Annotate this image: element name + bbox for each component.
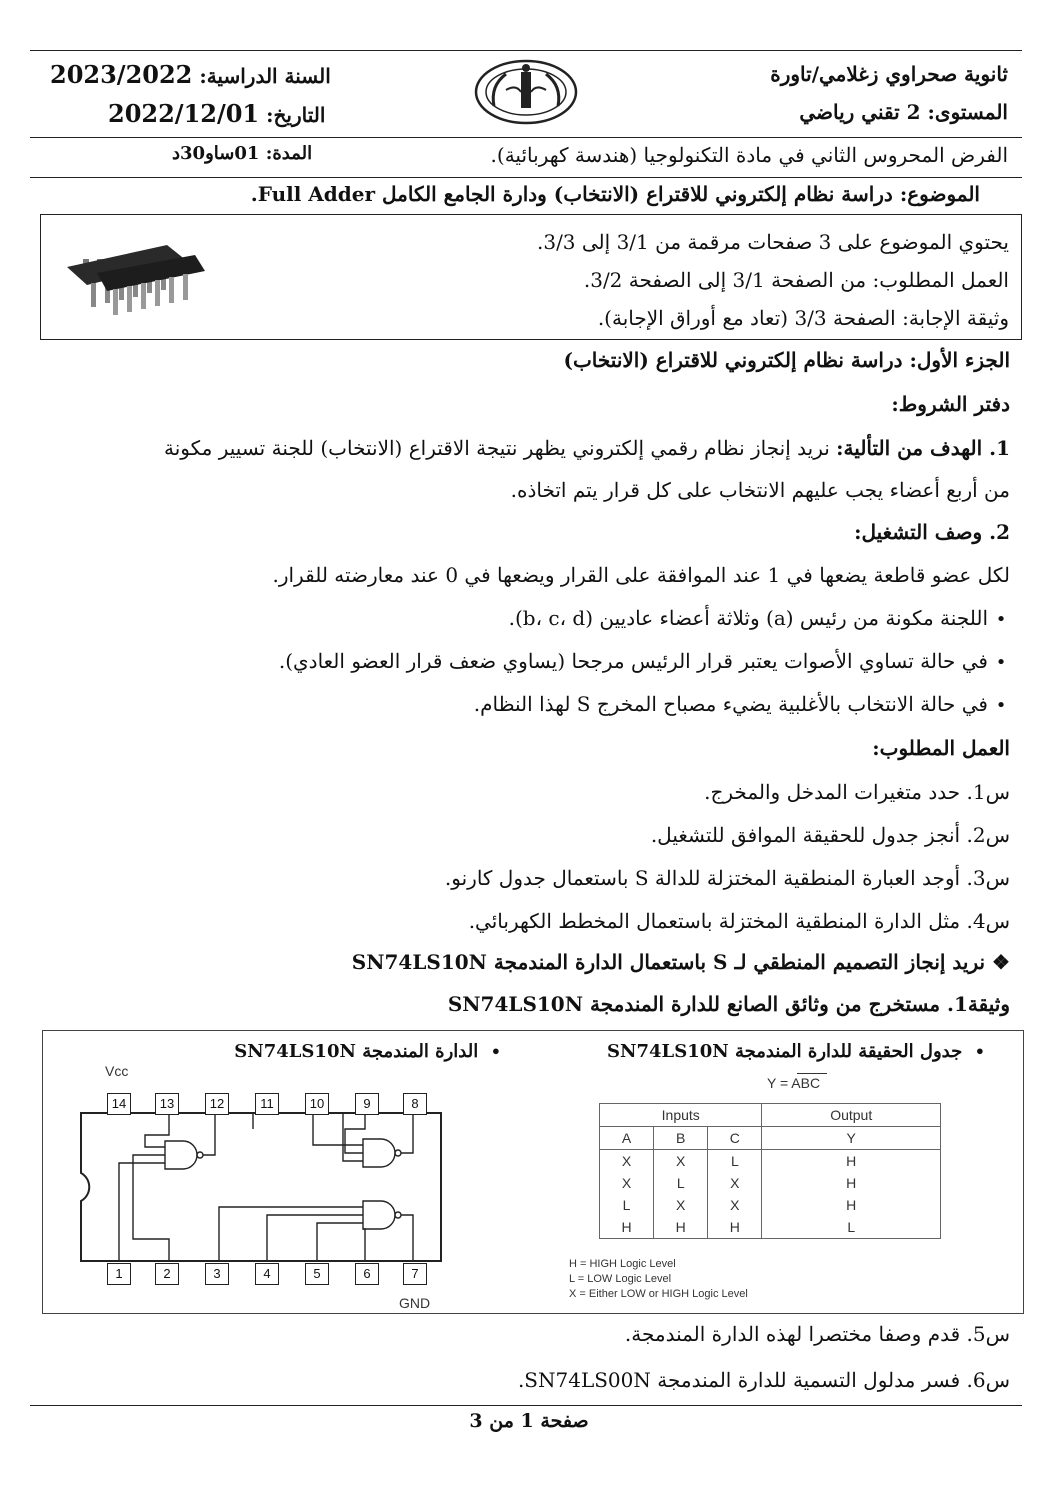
spec-title: دفتر الشروط: <box>891 392 1010 416</box>
question-3: س3. أوجد العبارة المنطقية المختزلة للدالة S باستعمال جدول كارنو. <box>444 866 1010 890</box>
table-row <box>600 1194 941 1216</box>
operation-text: لكل عضو قاطعة يضعها في 1 عند الموافقة على القرار ويضعها في 0 عند معارضته للقرار. <box>272 563 1010 587</box>
operation-title: 2. وصف التشغيل: <box>854 520 1010 544</box>
info-line-2: العمل المطلوب: من الصفحة 3/1 إلى الصفحة 3/2. <box>583 268 1009 292</box>
table-cell: H <box>762 1172 941 1194</box>
ic-title: • الدارة المندمجة SN74LS10N <box>234 1041 501 1062</box>
header-rule-2 <box>30 177 1022 178</box>
pin-label: 13 <box>155 1093 179 1115</box>
table-cell: L <box>600 1194 654 1216</box>
footer-rule <box>30 1405 1022 1406</box>
column-header: A <box>600 1127 654 1150</box>
table-cell: H <box>708 1216 762 1239</box>
info-box <box>40 214 1022 340</box>
bullet-item: • في حالة تساوي الأصوات يعتبر قرار الرئيس مرجحا (يساوي ضعف قرار العضو العادي). <box>44 649 1014 673</box>
question-5: س5. قدم وصفا مختصرا لهذه الدارة المندمجة. <box>624 1322 1010 1346</box>
table-cell: X <box>654 1150 708 1173</box>
table-cell: X <box>600 1150 654 1173</box>
table-cell: L <box>708 1150 762 1173</box>
truth-table <box>599 1103 941 1239</box>
exam-date: التاريخ: 2022/12/01 <box>108 99 326 128</box>
table-cell: X <box>654 1194 708 1216</box>
table-cell: X <box>708 1172 762 1194</box>
table-row <box>600 1172 941 1194</box>
school-year: السنة الدراسية: 2023/2022 <box>50 60 331 89</box>
pin-label: 1 <box>107 1263 131 1285</box>
column-header: Y <box>762 1127 941 1150</box>
truth-table-title: • جدول الحقيقة للدارة المندمجة SN74LS10N <box>607 1041 985 1062</box>
pin-label: 14 <box>107 1093 131 1115</box>
table-cell: X <box>708 1194 762 1216</box>
table-cell: H <box>600 1216 654 1239</box>
school-name: ثانوية صحراوي زغلامي/تاورة <box>770 62 1008 86</box>
question-6: س6. فسر مدلول التسمية للدارة المندمجة SN74LS00N. <box>517 1368 1010 1392</box>
info-lines <box>537 223 1009 337</box>
pin-label: 10 <box>305 1093 329 1115</box>
table-cell: L <box>654 1172 708 1194</box>
vcc-label: Vcc <box>105 1063 129 1079</box>
legend-item: X = Either LOW or HIGH Logic Level <box>569 1288 748 1300</box>
pin-label: 7 <box>403 1263 427 1285</box>
pin-label: 2 <box>155 1263 179 1285</box>
legend-item: H = HIGH Logic Level <box>569 1258 676 1270</box>
table-cell: L <box>762 1216 941 1239</box>
info-line-1: يحتوي الموضوع على 3 صفحات مرقمة من 3/1 إلى 3/3. <box>536 230 1009 254</box>
page-number: صفحة 1 من 3 <box>469 1410 589 1432</box>
level: المستوى: 2 تقني رياضي <box>799 100 1008 124</box>
pin-label: 11 <box>255 1093 279 1115</box>
inputs-header: Inputs <box>600 1104 762 1127</box>
question-4: س4. مثل الدارة المنطقية المختزلة باستعمال المخطط الكهربائي. <box>468 909 1010 933</box>
school-logo-icon <box>472 56 580 126</box>
pin-label: 6 <box>355 1263 379 1285</box>
top-rule <box>30 50 1022 51</box>
question-2: س2. أنجز جدول للحقيقة الموافق للتشغيل. <box>650 823 1010 847</box>
document-label: وثيقة1. مستخرج من وثائق الصانع للدارة المندمجة SN74LS10N <box>447 992 1010 1016</box>
output-header: Output <box>762 1104 941 1127</box>
subject: الموضوع: دراسة نظام إلكتروني للاقتراع (الانتخاب) ودارة الجامع الكامل Full Adder. <box>250 182 980 206</box>
truth-formula: Y = ABC <box>767 1075 820 1091</box>
design-note: ❖ نريد إنجاز التصميم المنطقي لـ S باستعمال الدارة المندمجة SN74LS10N <box>351 950 1010 974</box>
table-cell: H <box>762 1150 941 1173</box>
pin-label: 12 <box>205 1093 229 1115</box>
truth-legend <box>569 1257 748 1302</box>
table-row <box>600 1150 941 1173</box>
pin-label: 5 <box>305 1263 329 1285</box>
table-cell: H <box>762 1194 941 1216</box>
gnd-label: GND <box>399 1295 431 1311</box>
legend-item: L = LOW Logic Level <box>569 1273 672 1285</box>
goal-line-2: من أربع أعضاء يجب عليهم الانتخاب على كل قرار يتم اتخاذه. <box>510 478 1010 502</box>
bullet-item: • في حالة الانتخاب بالأغلبية يضيء مصباح المخرج S لهذا النظام. <box>44 692 1014 716</box>
bullet-item: • اللجنة مكونة من رئيس (a) وثلاثة أعضاء عاديين (b، c، d). <box>44 606 1014 630</box>
exam-title: الفرض المحروس الثاني في مادة التكنولوجيا (هندسة كهربائية). <box>490 143 1008 167</box>
pin-label: 8 <box>403 1093 427 1115</box>
column-header: C <box>708 1127 762 1150</box>
duration: المدة: 01ساو30د <box>172 143 313 164</box>
pin-label: 9 <box>355 1093 379 1115</box>
column-header: B <box>654 1127 708 1150</box>
bottom-pins <box>107 1263 467 1285</box>
question-1: س1. حدد متغيرات المدخل والمخرج. <box>704 780 1010 804</box>
part1-title: الجزء الأول: دراسة نظام إلكتروني للاقتراع (الانتخاب) <box>563 348 1010 372</box>
ic-chips-icon <box>57 227 207 323</box>
table-row <box>600 1216 941 1239</box>
table-cell: X <box>600 1172 654 1194</box>
pin-label: 4 <box>255 1263 279 1285</box>
document-box <box>42 1030 1024 1314</box>
table-cell: H <box>654 1216 708 1239</box>
top-pins <box>107 1093 467 1115</box>
pin-label: 3 <box>205 1263 229 1285</box>
goal-line-1: 1. الهدف من التألية: نريد إنجاز نظام رقمي إلكتروني يظهر نتيجة الاقتراع (الانتخاب) للجنة تسيير مكونة <box>164 436 1010 460</box>
info-line-3: وثيقة الإجابة: الصفحة 3/3 (تعاد مع أوراق الإجابة). <box>597 306 1009 330</box>
work-title: العمل المطلوب: <box>872 736 1010 760</box>
header-rule <box>30 137 1022 138</box>
